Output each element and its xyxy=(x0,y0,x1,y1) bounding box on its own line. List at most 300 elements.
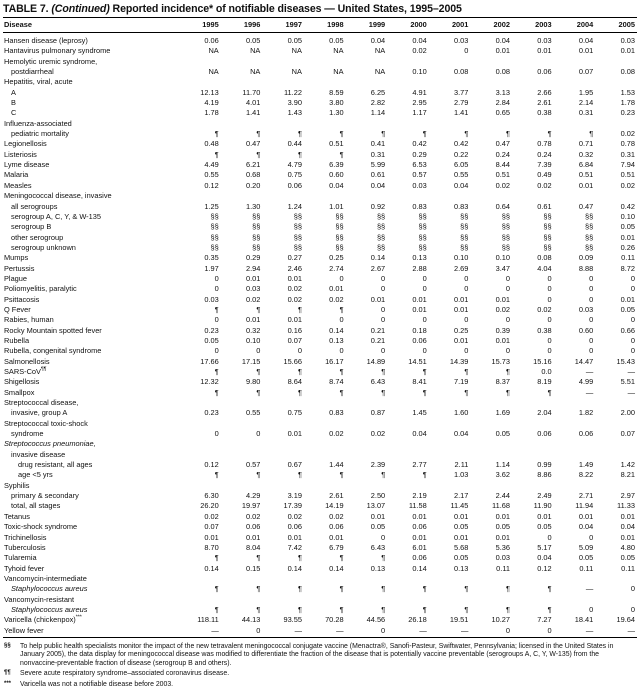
cell-value: 0.32 xyxy=(578,149,594,159)
disease-label: B xyxy=(11,98,16,108)
cell-value: §§ xyxy=(335,232,344,242)
cell-value: NA xyxy=(374,67,386,77)
cell-value: 0 xyxy=(630,315,635,325)
cell-value xyxy=(387,119,429,129)
cell-value: 15.66 xyxy=(283,356,302,366)
cell-value: 16.17 xyxy=(325,356,344,366)
disease-label: Legionellosis xyxy=(4,139,47,149)
cell-value: §§ xyxy=(418,222,427,232)
cell-value: 0.75 xyxy=(287,170,302,180)
cell-value: 0.01 xyxy=(537,511,552,521)
table-row xyxy=(3,491,637,501)
cell-value: §§ xyxy=(584,232,594,242)
disease-label: all serogroups xyxy=(11,201,58,211)
cell-value: 0.65 xyxy=(495,108,510,118)
cell-value: 0.03 xyxy=(537,36,552,45)
cell-value: 0 xyxy=(221,626,263,638)
cell-value xyxy=(221,57,263,67)
cell-value xyxy=(179,419,221,429)
cell-value: 2.00 xyxy=(620,408,635,418)
cell-value: 0.01 xyxy=(495,335,510,345)
cell-value: 0.22 xyxy=(454,149,469,159)
cell-value: 0.41 xyxy=(370,139,386,149)
cell-value: 7.42 xyxy=(287,542,302,552)
cell-value: 19.97 xyxy=(241,501,261,511)
disease-label: Streptococcus pneumoniae, xyxy=(4,439,96,449)
disease-label: Yellow fever xyxy=(3,626,179,638)
disease-label: SARS-CoV¶¶ xyxy=(4,366,47,376)
cell-value: — xyxy=(585,387,594,397)
cell-value: 8.37 xyxy=(495,377,510,387)
cell-value: 0.02 xyxy=(287,294,302,304)
cell-value: 1.30 xyxy=(245,201,261,211)
cell-value: ¶ xyxy=(256,584,261,594)
table-row xyxy=(3,77,637,87)
cell-value xyxy=(595,481,637,491)
cell-value xyxy=(221,191,263,201)
cell-value: 2.17 xyxy=(454,491,469,501)
cell-value xyxy=(470,481,512,491)
cell-value: 6.39 xyxy=(329,160,344,170)
cell-value: 0.24 xyxy=(495,149,510,159)
cell-value xyxy=(221,419,263,429)
cell-value: ¶ xyxy=(381,387,386,397)
cell-value: 0.07 xyxy=(287,335,302,345)
cell-value xyxy=(179,191,221,201)
cell-value xyxy=(429,119,471,129)
cell-value: 0.01 xyxy=(370,511,386,521)
cell-value xyxy=(346,419,388,429)
disease-label: other serogroup xyxy=(11,232,64,242)
footnote-reference: ¶¶ xyxy=(40,366,47,373)
cell-value: 2.14 xyxy=(578,98,594,108)
notifiable-diseases-table xyxy=(3,18,637,638)
cell-value: 6.25 xyxy=(370,87,386,97)
disease-label: Syphilis xyxy=(4,480,30,490)
cell-value xyxy=(262,574,304,584)
cell-value: 3.90 xyxy=(287,98,302,108)
header-row xyxy=(3,18,637,33)
cell-value: 5.51 xyxy=(620,377,635,387)
disease-label: serogroup A, C, Y, & W-135 xyxy=(11,211,101,221)
cell-value: 9.80 xyxy=(245,377,261,387)
table-row xyxy=(3,626,637,638)
cell-value xyxy=(470,398,512,408)
cell-value: 1.60 xyxy=(454,408,469,418)
cell-value: §§ xyxy=(210,222,219,232)
column-header-disease: Disease xyxy=(3,18,179,33)
cell-value: 4.49 xyxy=(204,160,219,170)
cell-value: 11.33 xyxy=(617,501,635,511)
cell-value: 0.06 xyxy=(412,553,427,563)
cell-value: 2.97 xyxy=(620,491,635,501)
cell-value xyxy=(304,191,346,201)
cell-value: 0.04 xyxy=(370,180,386,190)
cell-value: 0.05 xyxy=(578,553,594,563)
cell-value: 0.01 xyxy=(578,46,594,56)
cell-value: 1.42 xyxy=(620,460,635,470)
cell-value: 0.01 xyxy=(495,532,510,542)
table-row xyxy=(3,326,637,336)
column-header-year: 1999 xyxy=(346,18,388,33)
cell-value xyxy=(387,439,429,449)
footnote xyxy=(3,681,637,689)
cell-value xyxy=(179,595,221,605)
cell-value xyxy=(595,439,637,449)
cell-value: 0.04 xyxy=(412,429,427,439)
cell-value: ¶ xyxy=(506,387,510,397)
cell-value: 0 xyxy=(547,335,552,345)
cell-value xyxy=(346,595,388,605)
table-row xyxy=(3,139,637,149)
table-row xyxy=(3,595,637,605)
cell-value xyxy=(512,191,554,201)
cell-value: 0.04 xyxy=(620,522,635,532)
cell-value: 1.30 xyxy=(329,108,344,118)
cell-value: 0 xyxy=(464,346,469,356)
cell-value: §§ xyxy=(501,222,510,232)
cell-value: 0.51 xyxy=(620,170,635,180)
cell-value xyxy=(429,77,471,87)
cell-value: ¶ xyxy=(256,553,261,563)
cell-value xyxy=(595,119,637,129)
cell-value xyxy=(346,574,388,584)
footnotes xyxy=(3,638,637,689)
cell-value: 14.51 xyxy=(408,356,427,366)
cell-value xyxy=(221,77,263,87)
cell-value: 0 xyxy=(589,315,594,325)
cell-value: 0.01 xyxy=(287,532,302,542)
cell-value xyxy=(470,77,512,87)
table-row xyxy=(3,615,637,625)
disease-label: syndrome xyxy=(11,429,44,439)
cell-value: 0 xyxy=(630,284,635,294)
cell-value: ¶ xyxy=(214,470,219,480)
cell-value xyxy=(429,419,471,429)
cell-value xyxy=(387,595,429,605)
cell-value: 1.17 xyxy=(412,108,427,118)
cell-value: 6.43 xyxy=(370,542,386,552)
cell-value: 11.22 xyxy=(284,87,302,97)
cell-value xyxy=(221,119,263,129)
table-row xyxy=(3,98,637,108)
cell-value: 8.74 xyxy=(329,377,344,387)
column-header-year: 2002 xyxy=(470,18,512,33)
cell-value: 0.26 xyxy=(620,242,635,252)
cell-value: §§ xyxy=(293,222,302,232)
table-row xyxy=(3,160,637,170)
cell-value: 1.49 xyxy=(578,460,594,470)
table-title xyxy=(3,2,637,18)
disease-label: Rubella, congenital syndrome xyxy=(4,346,102,356)
disease-label: Staphylococcus aureus xyxy=(11,604,88,614)
cell-value: 0.01 xyxy=(578,511,594,521)
cell-value xyxy=(595,57,637,67)
cell-value xyxy=(221,481,263,491)
cell-value: 3.47 xyxy=(495,263,510,273)
cell-value: 0.02 xyxy=(329,429,344,439)
disease-label: serogroup unknown xyxy=(11,242,76,252)
cell-value: 2.61 xyxy=(537,98,552,108)
cell-value: 0.07 xyxy=(204,522,219,532)
table-row xyxy=(3,264,637,274)
cell-value xyxy=(346,119,388,129)
cell-value: 0.04 xyxy=(495,36,510,45)
cell-value: ¶ xyxy=(256,604,261,614)
cell-value xyxy=(179,439,221,449)
table-row xyxy=(3,512,637,522)
cell-value: 0.14 xyxy=(329,563,344,573)
cell-value: ¶ xyxy=(339,553,344,563)
cell-value: 0 xyxy=(346,626,388,638)
cell-value: ¶ xyxy=(422,387,427,397)
cell-value xyxy=(387,77,429,87)
cell-value: 2.19 xyxy=(412,491,427,501)
table-row xyxy=(3,305,637,315)
cell-value: 0.25 xyxy=(329,253,344,263)
cell-value: 0.01 xyxy=(454,294,469,304)
cell-value: 0.51 xyxy=(329,139,344,149)
cell-value: 8.41 xyxy=(412,377,427,387)
cell-value: 1.97 xyxy=(204,263,219,273)
cell-value: ¶ xyxy=(256,387,261,397)
cell-value: 0.05 xyxy=(495,522,510,532)
cell-value xyxy=(304,57,346,67)
cell-value: 0.48 xyxy=(204,139,219,149)
cell-value: 3.62 xyxy=(495,470,510,480)
cell-value: 0.07 xyxy=(578,67,594,77)
cell-value xyxy=(262,191,304,201)
cell-value: 4.79 xyxy=(287,160,302,170)
cell-value: — xyxy=(585,584,594,594)
cell-value: 0.23 xyxy=(204,408,219,418)
cell-value xyxy=(512,57,554,67)
cell-value: 0 xyxy=(470,626,512,638)
cell-value: 6.21 xyxy=(245,160,261,170)
cell-value xyxy=(512,450,554,460)
cell-value: 2.44 xyxy=(495,491,510,501)
cell-value: 0.68 xyxy=(245,170,261,180)
cell-value: ¶ xyxy=(214,149,219,159)
cell-value: 4.99 xyxy=(578,377,594,387)
cell-value: 0 xyxy=(589,346,594,356)
disease-label: Psittacosis xyxy=(4,294,40,304)
cell-value: 0.01 xyxy=(537,46,552,56)
cell-value: 12.32 xyxy=(200,377,219,387)
cell-value: §§ xyxy=(543,211,552,221)
table-row xyxy=(3,543,637,553)
table-row xyxy=(3,212,637,222)
cell-value: 0 xyxy=(630,346,635,356)
cell-value: 0 xyxy=(422,273,427,283)
cell-value: 8.44 xyxy=(495,160,510,170)
disease-label: age <5 yrs xyxy=(18,470,53,480)
cell-value: §§ xyxy=(460,211,469,221)
cell-value: 0.05 xyxy=(454,553,469,563)
cell-value: 1.41 xyxy=(245,108,261,118)
cell-value: 0.01 xyxy=(412,294,427,304)
cell-value: 17.66 xyxy=(200,356,219,366)
cell-value: 0.01 xyxy=(245,315,261,325)
disease-label: Measles xyxy=(4,180,32,190)
disease-label: Toxic-shock syndrome xyxy=(4,522,78,532)
disease-label: Trichinellosis xyxy=(4,532,47,542)
cell-value: 0.20 xyxy=(245,180,261,190)
cell-value: 0 xyxy=(630,604,635,614)
cell-value: 11.68 xyxy=(492,501,510,511)
cell-value: §§ xyxy=(460,222,469,232)
table-row xyxy=(3,181,637,191)
cell-value: 6.05 xyxy=(454,160,469,170)
cell-value: 0.16 xyxy=(287,325,302,335)
cell-value xyxy=(512,398,554,408)
cell-value: 8.88 xyxy=(578,263,594,273)
cell-value: ¶ xyxy=(214,584,219,594)
disease-label: Shigellosis xyxy=(4,377,40,387)
cell-value: 0.03 xyxy=(204,294,219,304)
cell-value: 0.06 xyxy=(412,335,427,345)
cell-value: 0.06 xyxy=(537,429,552,439)
cell-value: ¶ xyxy=(381,367,386,376)
cell-value: 0.13 xyxy=(454,563,469,573)
cell-value xyxy=(554,191,596,201)
cell-value: — xyxy=(387,626,429,638)
cell-value: 7.19 xyxy=(454,377,469,387)
cell-value xyxy=(554,481,596,491)
cell-value xyxy=(595,419,637,429)
table-row xyxy=(3,419,637,429)
table-row xyxy=(3,460,637,470)
cell-value: 0.01 xyxy=(329,284,344,294)
cell-value: ¶ xyxy=(464,584,469,594)
cell-value: 0.55 xyxy=(204,170,219,180)
cell-value: 6.53 xyxy=(412,160,427,170)
cell-value: 0.42 xyxy=(412,139,427,149)
cell-value xyxy=(262,77,304,87)
cell-value: 0.01 xyxy=(620,294,635,304)
cell-value: 0.04 xyxy=(454,429,469,439)
cell-value: 0.05 xyxy=(287,36,302,45)
cell-value: 8.19 xyxy=(537,377,552,387)
cell-value xyxy=(554,595,596,605)
table-row xyxy=(3,450,637,460)
disease-label: Influenza-associated xyxy=(4,118,72,128)
cell-value xyxy=(346,398,388,408)
cell-value xyxy=(554,119,596,129)
table-row xyxy=(3,501,637,511)
cell-value: §§ xyxy=(376,211,386,221)
cell-value xyxy=(554,57,596,67)
cell-value xyxy=(262,398,304,408)
cell-value: 0.03 xyxy=(620,36,635,45)
cell-value: 0.44 xyxy=(287,139,302,149)
cell-value: 0.08 xyxy=(620,67,635,77)
cell-value: 0.02 xyxy=(245,294,261,304)
cell-value xyxy=(387,57,429,67)
cell-value xyxy=(512,574,554,584)
cell-value: 11.94 xyxy=(575,501,594,511)
cell-value: ¶ xyxy=(214,129,219,139)
cell-value: 0.15 xyxy=(245,563,261,573)
cell-value: §§ xyxy=(293,232,302,242)
table-row xyxy=(3,253,637,263)
cell-value: 0.01 xyxy=(287,273,302,283)
disease-label: Poliomyelitis, paralytic xyxy=(4,284,77,294)
cell-value: §§ xyxy=(335,222,344,232)
table-row xyxy=(3,605,637,615)
disease-label: Q Fever xyxy=(4,304,31,314)
disease-label: invasive, group A xyxy=(11,408,68,418)
cell-value: §§ xyxy=(418,232,427,242)
cell-value: ¶ xyxy=(214,604,219,614)
cell-value: 8.04 xyxy=(245,542,261,552)
footnote-reference: *** xyxy=(75,614,82,621)
cell-value: ¶ xyxy=(422,584,427,594)
cell-value: 0.49 xyxy=(537,170,552,180)
column-header-year: 2005 xyxy=(595,18,637,33)
table-row xyxy=(3,564,637,574)
cell-value: §§ xyxy=(376,242,386,252)
disease-label: Rubella xyxy=(4,335,30,345)
cell-value: 0 xyxy=(214,346,219,356)
cell-value: 0.87 xyxy=(370,408,386,418)
cell-value: 12.13 xyxy=(200,87,219,97)
cell-value: 0.02 xyxy=(537,180,552,190)
cell-value: 0 xyxy=(589,335,594,345)
cell-value: 7.39 xyxy=(537,160,552,170)
table-row xyxy=(3,284,637,294)
table-row xyxy=(3,346,637,356)
cell-value: §§ xyxy=(210,211,219,221)
cell-value: 1.78 xyxy=(620,98,635,108)
cell-value: 0.61 xyxy=(370,170,386,180)
table-row xyxy=(3,315,637,325)
cell-value: 2.46 xyxy=(287,263,302,273)
cell-value: 0 xyxy=(589,294,594,304)
table-row xyxy=(3,295,637,305)
cell-value: 11.58 xyxy=(408,501,427,511)
cell-value: 0.11 xyxy=(621,563,635,573)
disease-label: Rabies, human xyxy=(4,315,54,325)
cell-value: 0.06 xyxy=(578,429,594,439)
cell-value xyxy=(346,77,388,87)
cell-value: 0.23 xyxy=(620,108,635,118)
cell-value xyxy=(262,419,304,429)
cell-value xyxy=(554,419,596,429)
cell-value: 0.02 xyxy=(287,284,302,294)
cell-value xyxy=(470,419,512,429)
disease-label: Streptococcal disease, xyxy=(4,398,79,408)
cell-value: 2.69 xyxy=(454,263,469,273)
cell-value: §§ xyxy=(584,211,594,221)
cell-value: 2.88 xyxy=(412,263,427,273)
cell-value: 0 xyxy=(422,315,427,325)
cell-value xyxy=(387,191,429,201)
title-part: TABLE 7. xyxy=(3,3,52,15)
cell-value: 0 xyxy=(339,273,344,283)
disease-label: Rocky Mountain spotted fever xyxy=(4,325,102,335)
cell-value: 2.74 xyxy=(329,263,344,273)
cell-value: 5.36 xyxy=(495,542,510,552)
cell-value: 1.03 xyxy=(454,470,469,480)
cell-value xyxy=(221,595,263,605)
cell-value: 0.06 xyxy=(204,36,219,45)
cell-value xyxy=(346,481,388,491)
cell-value: 1.25 xyxy=(204,201,219,211)
disease-label: Pertussis xyxy=(4,263,35,273)
cell-value: 1.95 xyxy=(578,87,594,97)
cell-value: 8.64 xyxy=(287,377,302,387)
